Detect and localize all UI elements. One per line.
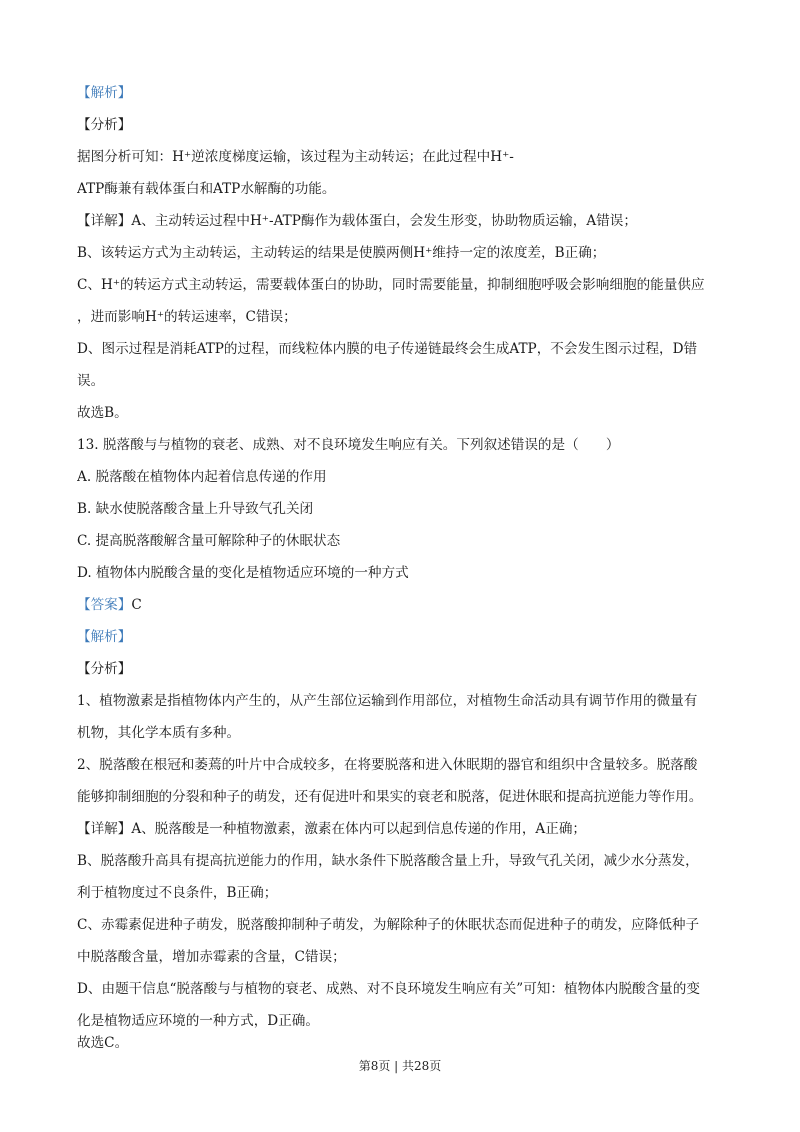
detail-line: 误。: [77, 373, 105, 389]
detail-line: 【详解】A、脱落酸是一种植物激素，激素在体内可以起到信息传递的作用，A正确；: [77, 821, 587, 837]
detail-line: B、该转运方式为主动转运，主动转运的结果是使膜两侧H⁺维持一定的浓度差，B正确；: [77, 245, 606, 261]
detail-line: C、赤霉素促进种子萌发，脱落酸抑制种子萌发，为解除种子的休眠状态而促进种子的萌发，应降低种子: [77, 917, 700, 933]
paragraph-line: 机物，其化学本质有多种。: [77, 725, 241, 741]
detail-line: ，进而影响H⁺的转运速率，C错误；: [77, 309, 297, 325]
question-13-stem: 13. 脱落酸与与植物的衰老、成熟、对不良环境发生响应有关。下列叙述错误的是（ ）: [77, 437, 620, 453]
answer-tag: 【答案】: [77, 597, 132, 613]
detail-line: 中脱落酸含量，增加赤霉素的含量，C错误；: [77, 949, 346, 965]
detail-line: 【详解】A、主动转运过程中H⁺-ATP酶作为载体蛋白，会发生形变，协助物质运输，A错误；: [77, 213, 637, 229]
detail-line: 利于植物度过不良条件，B正确；: [77, 885, 278, 901]
paragraph-line: 1、植物激素是指植物体内产生的，从产生部位运输到作用部位，对植物生命活动具有调节作用的微量有: [77, 693, 698, 709]
choice-conclusion: 故选C。: [77, 1035, 129, 1051]
detail-line: D、图示过程是消耗ATP的过程，而线粒体内膜的电子传递链最终会生成ATP，不会发生图示过程，D错: [77, 341, 698, 357]
analysis-heading-1: 【解析】: [77, 85, 132, 101]
option-a: A. 脱落酸在植物体内起着信息传递的作用: [77, 469, 327, 485]
analysis-heading-2: 【解析】: [77, 629, 132, 645]
option-c: C. 提高脱落酸解含量可解除种子的休眠状态: [77, 533, 341, 549]
paragraph-line: 能够抑制细胞的分裂和种子的萌发，还有促进叶和果实的衰老和脱落，促进休眠和提高抗逆能力等作用。: [77, 789, 703, 805]
paragraph-line: ATP酶兼有载体蛋白和ATP水解酶的功能。: [77, 181, 336, 197]
breakdown-heading-2: 【分析】: [77, 661, 132, 677]
choice-conclusion: 故选B。: [77, 405, 128, 421]
paragraph-line: 2、脱落酸在根冠和萎蔫的叶片中合成较多，在将要脱落和进入休眠期的器官和组织中含量较多。脱落酸: [77, 757, 698, 773]
detail-line: C、H⁺的转运方式主动转运，需要载体蛋白的协助，同时需要能量，抑制细胞呼吸会影响细胞的能量供应: [77, 277, 705, 293]
option-d: D. 植物体内脱酸含量的变化是植物适应环境的一种方式: [77, 565, 409, 581]
paragraph-line: 据图分析可知：H⁺逆浓度梯度运输，该过程为主动转运；在此过程中H⁺-: [77, 149, 514, 165]
option-b: B. 缺水使脱落酸含量上升导致气孔关闭: [77, 501, 314, 517]
answer-line: [77, 596, 727, 614]
detail-line: D、由题干信息“脱落酸与与植物的衰老、成熟、对不良环境发生响应有关”可知：植物体内脱酸含量的变: [77, 981, 700, 997]
detail-line: B、脱落酸升高具有提高抗逆能力的作用，缺水条件下脱落酸含量上升，导致气孔关闭，减少水分蒸发，: [77, 853, 699, 869]
page-footer: 第8页 | 共28页: [358, 1059, 442, 1073]
breakdown-heading-1: 【分析】: [77, 117, 132, 133]
answer-value: C: [131, 597, 142, 613]
detail-line: 化是植物适应环境的一种方式，D正确。: [77, 1013, 319, 1029]
